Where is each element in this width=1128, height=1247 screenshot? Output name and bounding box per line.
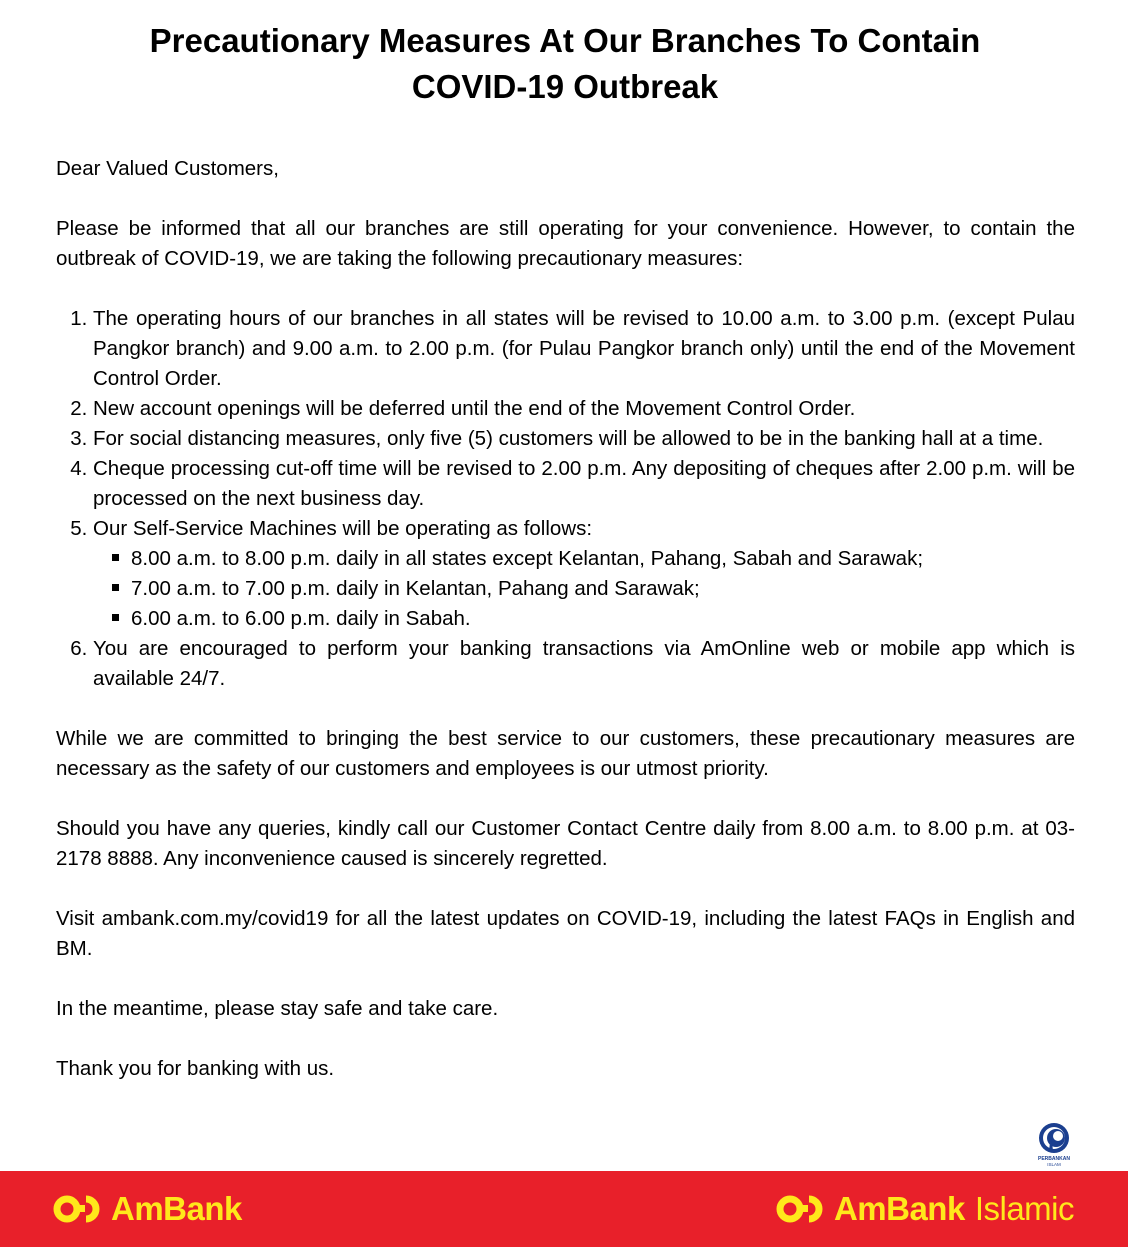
islam-logo-text-1: PERBANKAN [1038, 1156, 1070, 1162]
machine-hours-text: 6.00 a.m. to 6.00 p.m. daily in Sabah. [131, 607, 471, 630]
perbankan-islam-logo-icon [1031, 1121, 1077, 1167]
measure-item: 3. For social distancing measures, only five (5) customers will be allowed to be in the banking hall at a time. [93, 424, 1075, 454]
intro-paragraph: Please be informed that all our branches are still operating for your convenience. However, to contain the outbreak of COVID-19, we are taking the following precautionary measures: [56, 217, 1075, 270]
title-line-1: Precautionary Measures At Our Branches To Contain [149, 22, 981, 59]
measure-item: 1. The operating hours of our branches in all states will be revised to 10.00 a.m. to 3.00 p.m. (except Pulau Pangkor branch) and 9.00 a.m. to 2.00 p.m. (for Pulau Pangkor branch only) until the end of the Movement Control Order. [93, 304, 1075, 394]
measure-item: 6. You are encouraged to perform your banking transactions via AmOnline web or mobile app which is available 24/7. [93, 634, 1075, 694]
ambank-logo [53, 1189, 242, 1229]
visit-paragraph: Visit ambank.com.my/covid19 for all the latest updates on COVID-19, including the latest FAQs in English and BM. [56, 907, 1075, 960]
machine-hours-item [112, 604, 1075, 634]
stay-safe-paragraph: In the meantime, please stay safe and take care. [56, 997, 499, 1020]
machine-hours-list [93, 544, 1075, 634]
ambank-islamic-mark-icon [776, 1193, 828, 1225]
square-bullet-icon [112, 584, 119, 591]
ambank-wordmark: AmBank [111, 1190, 242, 1227]
measures-list [56, 304, 1075, 694]
square-bullet-icon [112, 614, 119, 621]
machine-hours-item [112, 544, 1075, 574]
ambank-islamic-wordmark: AmBank [833, 1190, 965, 1227]
measure-item: 4. Cheque processing cut-off time will be revised to 2.00 p.m. Any depositing of cheques after 2.00 p.m. will be processed on the next business day. [93, 454, 1075, 514]
islam-logo-text-2: ISLAM [1047, 1162, 1061, 1167]
measure-item-machines [93, 514, 1075, 634]
square-bullet-icon [112, 554, 119, 561]
measure-item: 2. New account openings will be deferred until the end of the Movement Control Order. [93, 394, 1075, 424]
greeting: Dear Valued Customers, [56, 157, 279, 180]
thanks-paragraph: Thank you for banking with us. [56, 1057, 335, 1080]
letter-body [56, 154, 1075, 1114]
queries-paragraph: Should you have any queries, kindly call our Customer Contact Centre daily from 8.00 a.m. to 8.00 p.m. at 03-2178 8888. Any inconvenience caused is sincerely regretted. [56, 817, 1075, 870]
notice-title [60, 18, 1070, 110]
commitment-paragraph: While we are committed to bringing the best service to our customers, these precautionary measures are necessary as the safety of our customers and employees is our utmost priority. [56, 727, 1075, 780]
machine-hours-text: 7.00 a.m. to 7.00 p.m. daily in Kelantan, Pahang and Sarawak; [131, 577, 700, 600]
ambank-islamic-logo [776, 1189, 1074, 1229]
islamic-suffix: Islamic [974, 1190, 1074, 1227]
machines-intro: Our Self-Service Machines will be operating as follows: [93, 517, 593, 540]
machine-hours-item [112, 574, 1075, 604]
footer-banner [0, 1171, 1128, 1247]
ambank-mark-icon [53, 1193, 105, 1225]
title-line-2: COVID-19 Outbreak [411, 68, 719, 105]
machine-hours-text: 8.00 a.m. to 8.00 p.m. daily in all states except Kelantan, Pahang, Sabah and Sarawak; [131, 547, 924, 570]
